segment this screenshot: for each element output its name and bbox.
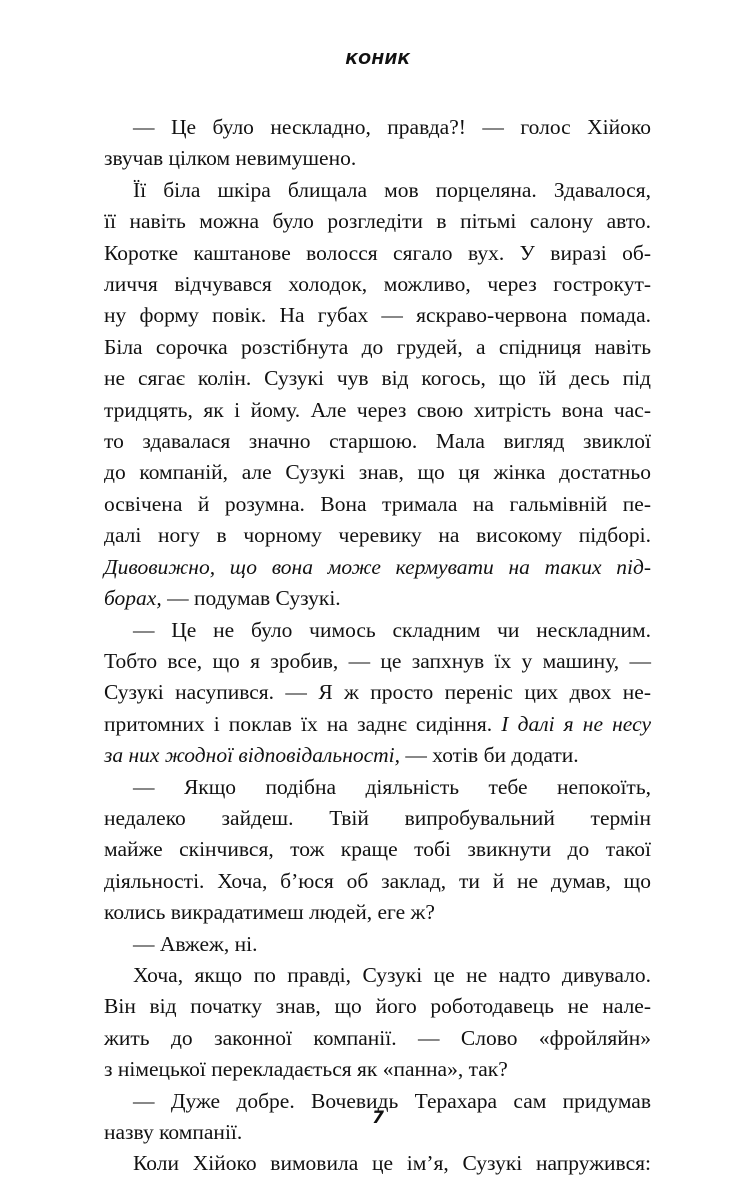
text-line	[104, 772, 651, 803]
text-line	[104, 866, 651, 897]
text-run: Хоча, якщо по правді, Сузукі це не надто дивувало.	[133, 962, 651, 987]
text-run: колись викрадатимеш людей, еге ж?	[104, 900, 435, 925]
text-run: — Дуже добре. Вочевидь Терахара сам придумав	[133, 1088, 651, 1113]
text-line	[104, 112, 651, 143]
text-run: ну форму повік. На губах — яскраво-червона помада.	[104, 303, 651, 328]
text-line	[104, 803, 651, 834]
italic-text: І далі я не несу	[501, 711, 652, 736]
text-run: личчя відчувався холодок, можливо, через гострокут-	[104, 272, 651, 297]
text-line	[104, 929, 651, 960]
text-line	[104, 1023, 651, 1054]
text-line	[104, 332, 651, 363]
text-run: Біла сорочка розстібнута до грудей, а спідниця навіть	[104, 334, 651, 359]
text-run: не сягає колін. Сузукі чув від когось, що їй десь під	[104, 366, 651, 391]
italic-text: Дивовижно, що вона може кермувати на таких під-	[104, 554, 651, 579]
text-line	[104, 269, 651, 300]
text-run: — Авжеж, ні.	[133, 931, 258, 956]
text-run: — Якщо подібна діяльність тебе непокоїть,	[133, 774, 651, 799]
text-line	[104, 206, 651, 237]
text-run: притомних і поклав їх на заднє сидіння.	[104, 711, 502, 736]
text-line	[104, 457, 651, 488]
text-run: Він від початку знав, що його роботодавець не нале-	[104, 994, 651, 1019]
text-run: — Це було нескладно, правда?! — голос Хійоко	[133, 115, 651, 139]
text-line	[104, 143, 651, 174]
page-number: 7	[372, 1108, 384, 1128]
text-run: далі ногу в чорному черевику на високому підборі.	[104, 523, 651, 548]
text-line	[104, 300, 651, 331]
text-run: тридцять, як і йому. Але через свою хитрість вона час-	[104, 397, 651, 422]
italic-text: за них жодної відповідальності,	[104, 743, 401, 768]
text-run: Коротке каштанове волосся сягало вух. У виразі об-	[104, 240, 651, 265]
text-run: майже скінчився, тож краще тобі звикнути до такої	[104, 837, 651, 862]
text-run: — подумав Сузукі.	[161, 586, 341, 611]
text-run: діяльності. Хоча, б’юся об заклад, ти й не думав, що	[104, 868, 651, 893]
text-line	[104, 960, 651, 991]
italic-text: борах,	[104, 586, 162, 611]
text-line	[104, 489, 651, 520]
text-line	[104, 395, 651, 426]
text-line	[104, 426, 651, 457]
text-run: Коли Хійоко вимовила це ім’я, Сузукі напружився:	[133, 1151, 651, 1176]
text-run: до компаній, але Сузукі знав, що ця жінка достатньо	[104, 460, 651, 485]
text-run: жить до законної компанії. — Слово «фройляйн»	[104, 1025, 651, 1050]
text-line	[104, 834, 651, 865]
text-line	[104, 1054, 651, 1085]
text-line	[104, 238, 651, 269]
text-line	[104, 520, 651, 551]
running-head: КОНИК	[345, 50, 411, 68]
text-line	[104, 583, 651, 614]
text-run: — Це не було чимось складним чи нескладним.	[133, 617, 651, 642]
text-run: недалеко зайдеш. Твій випробувальний термін	[104, 805, 651, 830]
text-run: Її біла шкіра блищала мов порцеляна. Здавалося,	[133, 177, 651, 202]
text-run: освічена й розумна. Вона тримала на гальмівній пе-	[104, 491, 651, 516]
text-run: її навіть можна було розгледіти в пітьмі салону авто.	[104, 209, 651, 234]
text-run: то здавалася значно старшою. Мала вигляд звиклої	[104, 429, 651, 454]
text-line	[104, 897, 651, 928]
text-line	[104, 1148, 651, 1179]
text-line	[104, 991, 651, 1022]
text-run: — хотів би додати.	[400, 743, 579, 768]
text-run: Тобто все, що я зробив, — це запхнув їх у машину, —	[104, 648, 651, 673]
text-line	[104, 363, 651, 394]
text-line	[104, 615, 651, 646]
text-run: назву компанії.	[104, 1120, 243, 1144]
text-line	[104, 646, 651, 677]
text-run: Сузукі насупився. — Я ж просто переніс цих двох не-	[104, 680, 651, 705]
text-line	[104, 552, 651, 583]
text-line	[104, 740, 651, 771]
text-line	[104, 709, 651, 740]
text-run: з німецької перекладається як «панна», так?	[104, 1057, 508, 1082]
body-text	[104, 112, 651, 1180]
text-line	[104, 677, 651, 708]
text-run: звучав цілком невимушено.	[104, 146, 357, 171]
text-line	[104, 175, 651, 206]
